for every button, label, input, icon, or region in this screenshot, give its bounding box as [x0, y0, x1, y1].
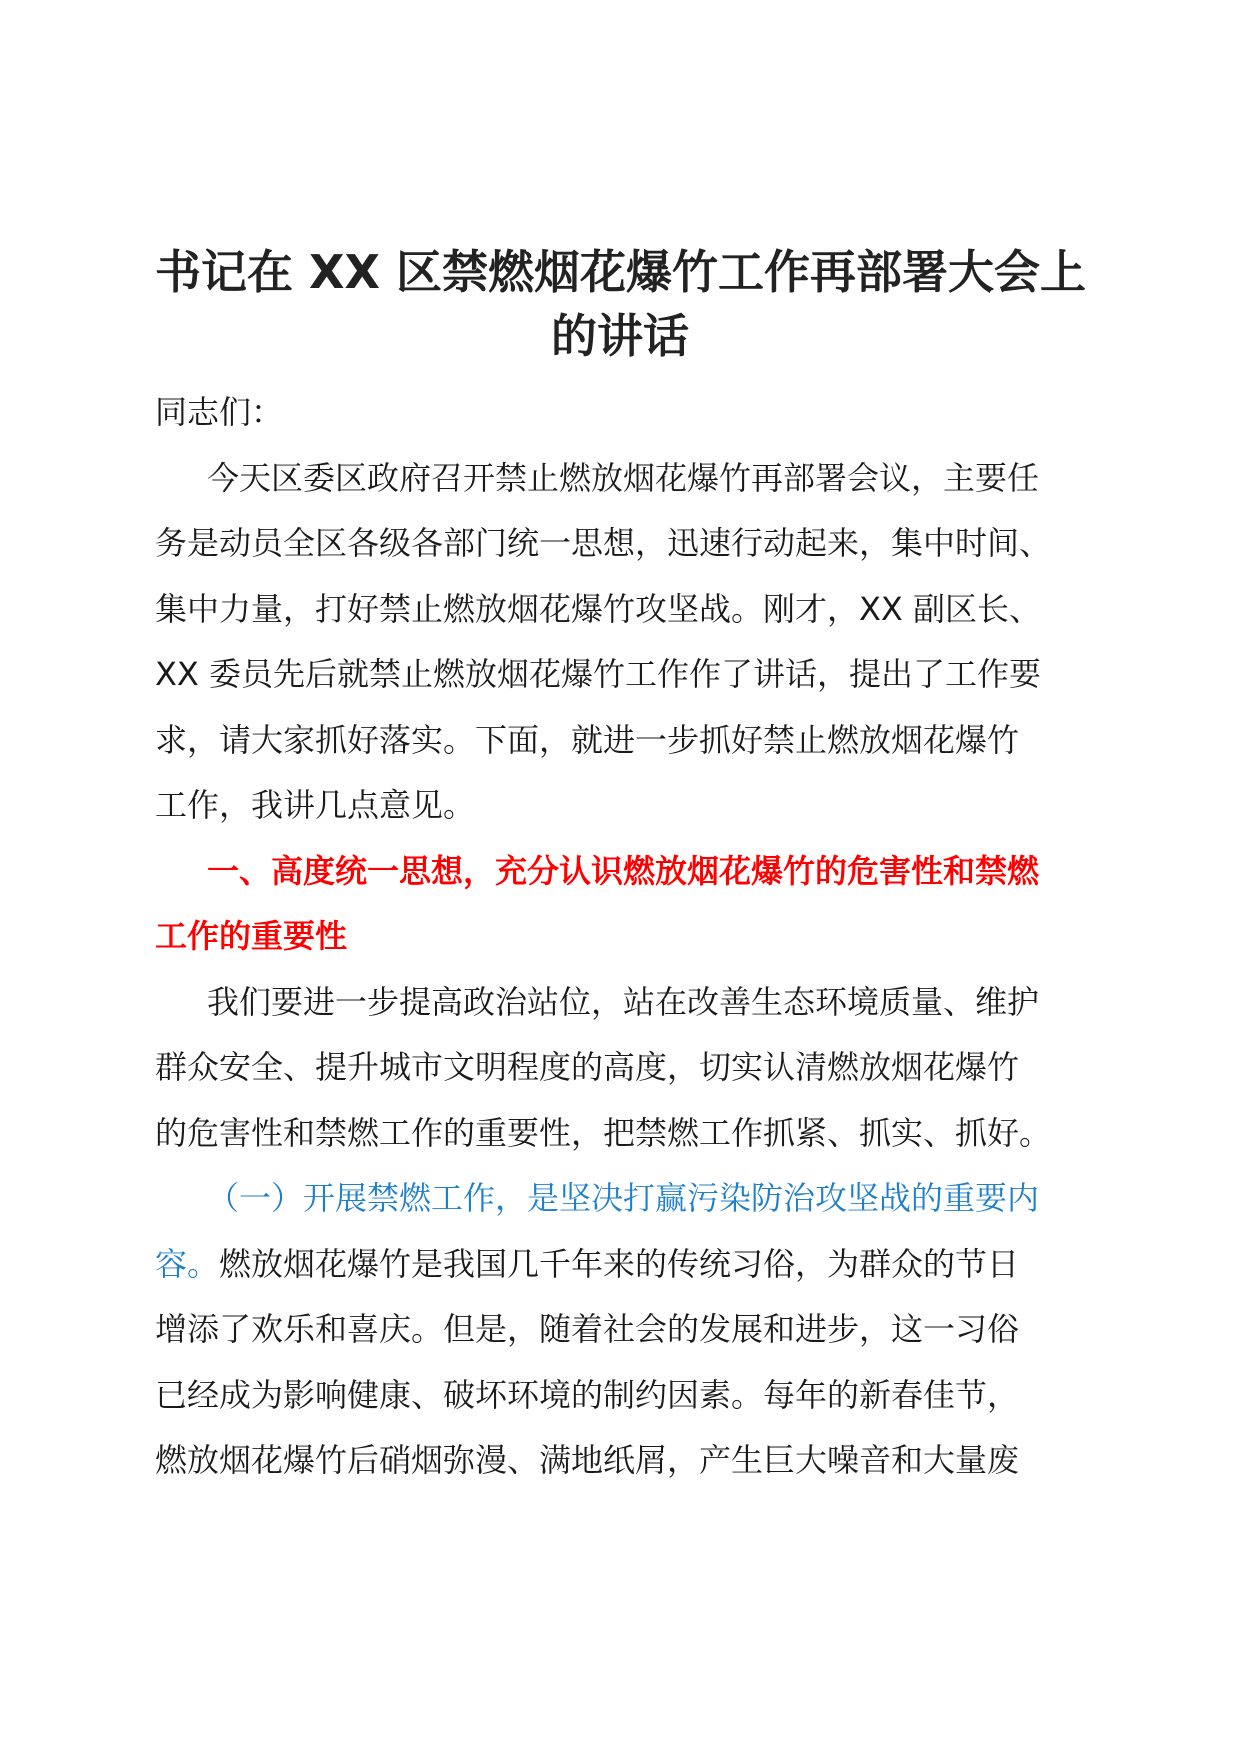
title-line-2: 的讲话 [551, 309, 689, 363]
paragraph-line: XX 委员先后就禁止燃放烟花爆竹工作作了讲话，提出了工作要 [155, 655, 1042, 693]
document-title [155, 240, 1085, 368]
paragraph-line: 的危害性和禁燃工作的重要性，把禁燃工作抓紧、抓实、抓好。 [155, 1113, 1052, 1152]
document-page [155, 240, 1085, 1494]
paragraph-line: 集中力量，打好禁止燃放烟花爆竹攻坚战。刚才，XX 副区长、 [155, 589, 1042, 628]
paragraph-line: 工作，我讲几点意见。 [155, 786, 476, 824]
paragraph-line: 务是动员全区各级各部门统一思想，迅速行动起来，集中时间、 [155, 524, 1052, 562]
paragraph-line [155, 1232, 1085, 1298]
subheading-end: 容。 [155, 1244, 220, 1283]
paragraph-line: 今天区委区政府召开禁止燃放烟花爆竹再部署会议，主要任 [207, 458, 1040, 497]
paragraph-subsection-1 [155, 1166, 1085, 1494]
paragraph-line: 我们要进一步提高政治站位，站在改善生态环境质量、维护 [207, 982, 1040, 1021]
paragraph-section-1 [155, 970, 1085, 1167]
salutation: 同志们： [155, 393, 284, 431]
paragraph-line: 增添了欢乐和喜庆。但是，随着社会的发展和进步，这一习俗 [155, 1310, 1020, 1348]
heading-line: 一、高度统一思想，充分认识燃放烟花爆竹的危害性和禁燃 [207, 851, 1040, 890]
paragraph-intro [155, 446, 1085, 839]
heading-line: 工作的重要性 [155, 917, 348, 955]
paragraph-line: 求，请大家抓好落实。下面，就进一步抓好禁止燃放烟花爆竹 [155, 720, 1020, 759]
paragraph-line: 群众安全、提升城市文明程度的高度，切实认清燃放烟花爆竹 [155, 1048, 1020, 1086]
paragraph-line: 已经成为影响健康、破坏环境的制约因素。每年的新春佳节， [155, 1375, 1020, 1414]
title-line-1: 书记在 XX 区禁燃烟花爆竹工作再部署大会上 [155, 245, 1086, 299]
subheading-line: （一）开展禁燃工作，是坚决打赢污染防治攻坚战的重要内 [207, 1179, 1040, 1217]
paragraph-text: 燃放烟花爆竹是我国几千年来的传统习俗，为群众的节日 [219, 1244, 1020, 1283]
section-heading-1 [155, 839, 1085, 970]
paragraph-line: 燃放烟花爆竹后硝烟弥漫、满地纸屑，产生巨大噪音和大量废 [155, 1441, 1020, 1479]
